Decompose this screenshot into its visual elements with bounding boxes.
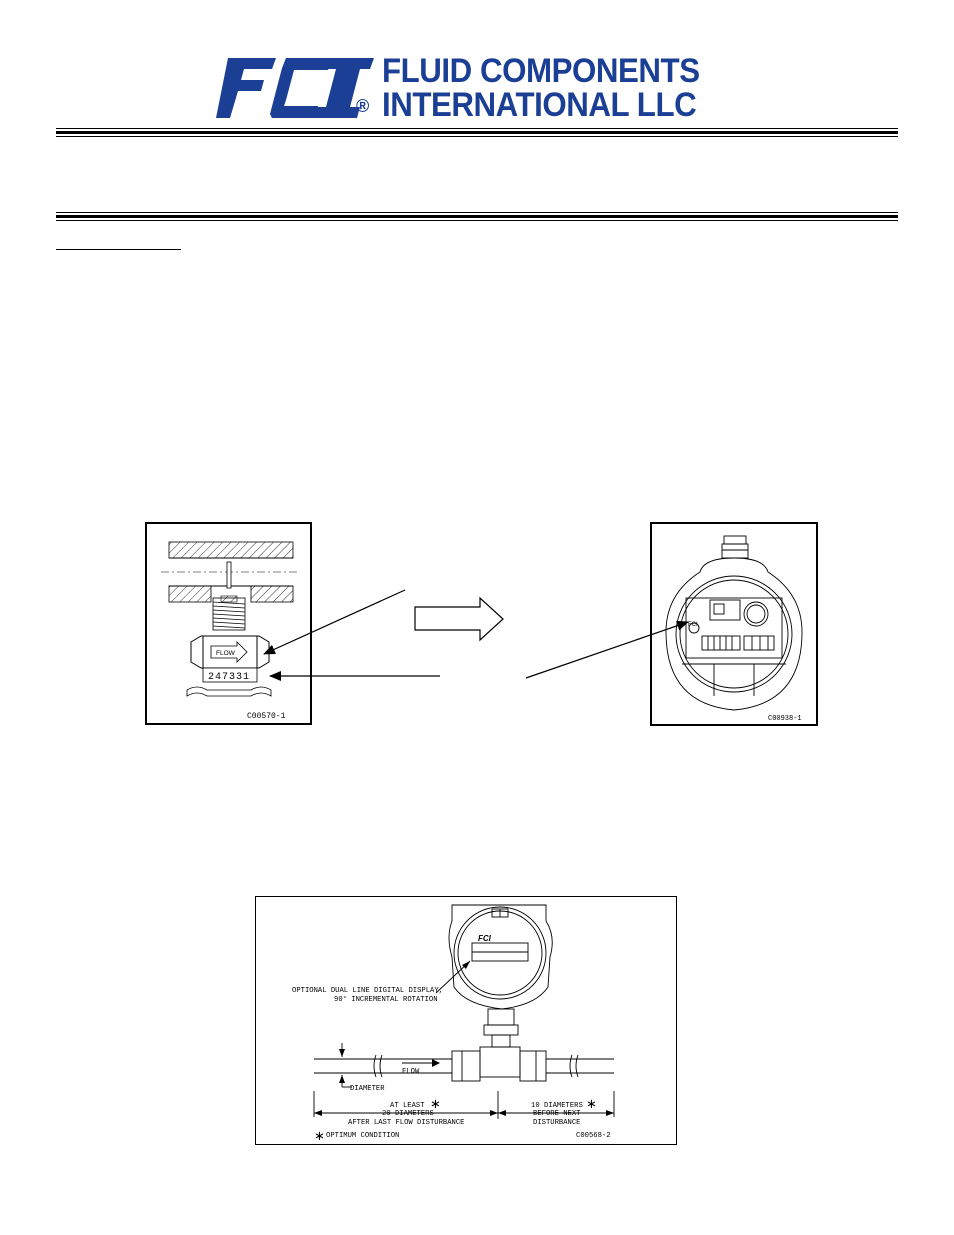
downstream-line3: DISTURBANCE xyxy=(533,1119,581,1127)
arrow-to-enclosure-mark xyxy=(526,622,688,678)
diameter-label: DIAMETER xyxy=(350,1085,385,1093)
asterisk-upstream-icon: ∗ xyxy=(430,1097,441,1112)
serial-number: 247331 xyxy=(208,672,251,683)
arrow-to-flow-marker xyxy=(264,590,405,654)
registered-mark: ® xyxy=(356,96,370,116)
pipe-flow-label: FLOW xyxy=(402,1068,420,1076)
downstream-line2: BEFORE NEXT xyxy=(533,1110,581,1118)
upstream-line3: AFTER LAST FLOW DISTURBANCE xyxy=(348,1119,465,1127)
company-name-line1: FLUID COMPONENTS xyxy=(382,52,700,90)
drawing-id-fig3: C00568-2 xyxy=(576,1132,611,1140)
asterisk-note-icon: ∗ xyxy=(314,1129,325,1143)
upstream-line1: AT LEAST xyxy=(390,1102,425,1110)
drawing-id-fig1: C00570-1 xyxy=(247,712,286,721)
installation-drawing xyxy=(256,897,675,1143)
fci-board-label: FCI xyxy=(688,622,698,628)
downstream-line1: 10 DIAMETERS xyxy=(531,1102,583,1110)
display-fci-logo: FCI xyxy=(478,934,491,943)
asterisk-downstream-icon: ∗ xyxy=(586,1097,597,1112)
display-note-line2: 90° INCREMENTAL ROTATION xyxy=(334,996,438,1004)
display-note-line1: OPTIONAL DUAL LINE DIGITAL DISPLAY, xyxy=(292,987,443,995)
upstream-line2: 20 DIAMETERS xyxy=(382,1110,434,1118)
hollow-direction-arrow xyxy=(415,598,503,640)
company-name-line2: INTERNATIONAL LLC xyxy=(382,86,697,124)
figure-straight-run xyxy=(255,896,677,1145)
optimum-condition-note: OPTIMUM CONDITION xyxy=(326,1132,400,1140)
flow-label: FLOW xyxy=(216,650,235,657)
drawing-id-fig2: C00938-1 xyxy=(768,715,802,723)
